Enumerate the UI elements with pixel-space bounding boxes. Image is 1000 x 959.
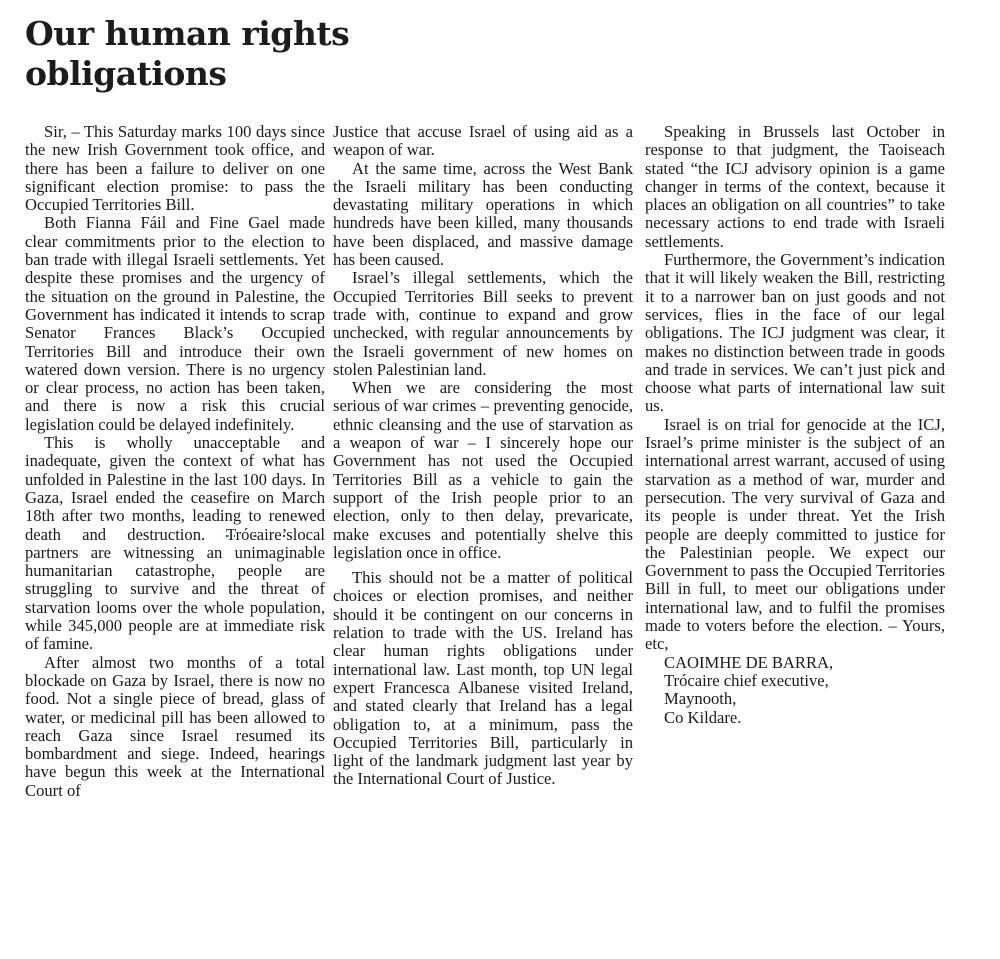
paragraph: Speaking in Brussels last October in response to that judgment, the Taoiseach stated “the ICJ advisory opinion is a game changer in terms of the context, because it places an obligation on all countries” to take necessary actions to end trade with Israeli settlements. <box>645 122 945 251</box>
signature-title: Trócaire chief executive, <box>664 670 829 690</box>
signature-county: Co Kildare. <box>664 707 742 727</box>
paragraph: This should not be a matter of political choices or election promises, and neither should it be contingent on our concerns in relation to trade with the US. Ireland has clear human rights obligations under international law. Last month, top UN legal expert Francesca Albanese visited Ireland, and stated clearly that Ireland has a legal obligation to, at a minimum, pass the Occupied Territories Bill, particularly in light of the landmark judgment last year by the International Court of Justice. <box>333 568 633 789</box>
organisation-name: Trócaire’s <box>226 524 293 544</box>
paragraph-text: This is wholly unacceptable and inadequate, given the context of what has unfolded in Palestine in the last 100 days. In Gaza, Israel ended the ceasefire on March 18th after two months, leading to renewed death and destruction. <box>25 433 325 544</box>
column-1 <box>25 123 325 800</box>
signature-name: CAOIMHE DE BARRA, <box>664 652 834 672</box>
paragraph: Justice that accuse Israel of using aid as a weapon of war. <box>333 122 633 160</box>
headline: Our human rights obligations <box>25 14 350 93</box>
paragraph: When we are considering the most serious of war crimes – preventing genocide, ethnic cleansing and the use of starvation as a weapon of war – I sincerely hope our Government has not used the Occupied Territories Bill as a vehicle to gain the support of the Irish people prior to an election, only to then delay, prevaricate, make excuses and potentially shelve this legislation once in office. <box>333 378 633 562</box>
signature-block <box>645 654 945 727</box>
paragraph: Sir, – This Saturday marks 100 days since the new Irish Government took office, and there has been a failure to deliver on one significant election promise: to pass the Occupied Territories Bill. <box>25 122 325 215</box>
column-3 <box>645 123 945 727</box>
column-2 <box>333 123 633 789</box>
paragraph <box>25 434 325 654</box>
paragraph: At the same time, across the West Bank the Israeli military has been conducting devastating military operations in which hundreds have been killed, many thousands have been displaced, and massive damage has been caused. <box>333 158 633 270</box>
signature-town: Maynooth, <box>664 689 737 709</box>
paragraph-text: local partners are witnessing an unimaginable humanitarian catastrophe, people are struggling to survive and the threat of starvation looms over the whole population, while 345,000 people are at immediate risk of famine. <box>25 524 325 654</box>
paragraph: After almost two months of a total blockade on Gaza by Israel, there is now no food. Not a single piece of bread, glass of water, or medicinal pill has been allowed to reach Gaza since Israel resumed its bombardment and siege. Indeed, hearings have begun this week at the International Court of <box>25 652 325 800</box>
paragraph: Both Fianna Fáil and Fine Gael made clear commitments prior to the election to ban trade with illegal Israeli settlements. Yet despite these promises and the urgency of the situation on the ground in Palestine, the Government has indicated it intends to scrap Senator Frances Black’s Occupied Territories Bill and introduce their own watered down version. There is no urgency or clear process, no action has been taken, and there is now a risk this crucial legislation could be delayed indefinitely. <box>25 213 325 434</box>
paragraph: Israel’s illegal settlements, which the Occupied Territories Bill seeks to prevent trade with, continue to expand and grow unchecked, with regular announcements by the Israeli government of new homes on stolen Palestinian land. <box>333 268 633 379</box>
paragraph: Furthermore, the Government’s indication that it will likely weaken the Bill, restricting it to a narrower ban on just goods and not services, flies in the face of our legal obligations. The ICJ judgment was clear, it makes no distinction between trade in goods and trade in services. We can’t just pick and choose what parts of international law suit us. <box>645 250 945 416</box>
paragraph: Israel is on trial for genocide at the ICJ, Israel’s prime minister is the subject of an international arrest warrant, accused of using starvation as a method of war, murder and persecution. The very survival of Gaza and its people is under threat. Yet the Irish people are deeply committed to justice for the Palestinian people. We expect our Government to pass the Occupied Territories Bill in full, to meet our obligations under international law, and to fulfil the promises made to voters before the election. – Yours, etc, <box>645 414 945 654</box>
